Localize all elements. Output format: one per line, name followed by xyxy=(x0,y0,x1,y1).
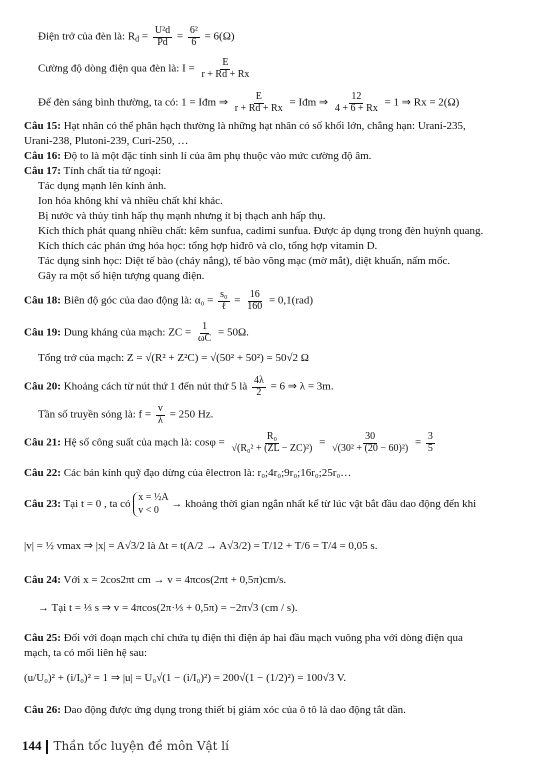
question-17: Câu 17: Tính chất tia tử ngoại: xyxy=(24,165,162,177)
fraction: $\frac{E}{r + Rd + Rx}$ xyxy=(201,57,250,80)
frequency-line: Tần số truyền sóng là: f = $\frac{v}{\lambda}$ = 250 Hz. xyxy=(38,403,214,426)
page-number: 144 xyxy=(22,738,42,753)
list-item: Gây ra một số hiện tượng quang điện. xyxy=(38,270,205,282)
fraction: $\frac{1}{\omega C}$ xyxy=(197,321,212,344)
question-19: Câu 19: Dung kháng của mạch: ZC = $\frac{1}{\omega C}$ = 50Ω. xyxy=(24,321,249,344)
question-25: Câu 25: Đối với đoạn mạch chỉ chứa tụ điện thì điện áp hai đầu mạch vuông pha với dòng điện qua xyxy=(24,632,463,644)
fraction: $\frac{30}{\text{√(30² + (20 − 60)²)}}$ xyxy=(332,431,409,454)
question-15-cont: Urani-238, Plutoni-239, Curi-250, … xyxy=(24,135,189,147)
fraction: $\frac{\text{R₀}}{\text{√(R₀² + (ZL − ZC)²)}}$ xyxy=(231,431,313,454)
page-footer xyxy=(22,738,229,754)
list-item: Bị nước và thủy tinh hấp thụ mạnh nhưng ít bị thạch anh hấp thụ. xyxy=(38,210,326,222)
fraction: $\frac{4\lambda}{2}$ xyxy=(253,375,264,398)
fraction: $\frac{\text{U²d}}{Pd}$ xyxy=(154,25,171,48)
list-item: Tác dụng mạnh lên kính ảnh. xyxy=(38,180,167,192)
question-25-solution: (u/U₀)² + (i/I₀)² = 1 ⇒ |u| = U₀√(1 − (i/I₀)²) = 200√(1 − (1/2)²) = 100√3 V. xyxy=(24,672,347,684)
question-18: Câu 18: Biên độ góc của dao động là: α₀ = $\frac{\text{s₀}}{\text{ℓ}}$ = $\frac{16}{160}$ = 0,1(rad) xyxy=(24,289,314,312)
list-item: Kích thích các phản ứng hóa học: tổng hợp hiđrô và clo, tổng hợp vitamin D. xyxy=(38,240,378,252)
book-title: Thần tốc luyện đề môn Vật lí xyxy=(53,739,229,753)
list-item: Tác dụng sinh học: Diệt tế bào (cháy nắng), tế bào võng mạc (mờ mắt), diệt khuẩn, nấm mốc. xyxy=(38,255,451,267)
impedance-line: Tổng trở của mạch: Z = √(R² + Z²C) = √(50² + 50²) = 50√2 Ω xyxy=(38,352,309,364)
question-20: Câu 20: Khoảng cách từ nút thứ 1 đến nút thứ 5 là $\frac{4\lambda}{2}$ = 6 ⇒ λ = 3m. xyxy=(24,375,334,398)
fraction: $\frac{v}{\lambda}$ xyxy=(157,403,163,426)
list-item: Ion hóa không khí và nhiều chất khí khác. xyxy=(38,195,223,207)
question-24-solution: → Tại t = ⅓ s ⇒ v = 4πcos(2π·⅓ + 0,5π) = −2π√3 (cm / s). xyxy=(38,602,298,614)
question-23: Câu 23: Tại t = 0 , ta có x = ½A v < 0 → khoảng thời gian ngắn nhất kể từ lúc vật bắt đầu dao động đến khi xyxy=(24,492,477,516)
list-item: Kích thích phát quang nhiều chất: kẽm sunfua, cadimi sunfua. Được áp dụng trong đèn huỳnh quang. xyxy=(38,225,484,237)
fraction: $\frac{E}{r + Rd + Rx}$ xyxy=(234,91,283,114)
question-16: Câu 16: Độ to là một đặc tính sinh lí của âm phụ thuộc vào mức cường độ âm. xyxy=(24,150,372,162)
fraction: $\frac{3}{5}$ xyxy=(427,431,433,454)
question-25-cont: mạch, ta có mối liên hệ sau: xyxy=(24,647,148,659)
question-15: Câu 15: Hạt nhân có thể phân hạch thường là những hạt nhân có số khối lớn, chẳng hạn: Urani-235, xyxy=(24,120,466,132)
question-24: Câu 24: Với x = 2cos2πt cm → v = 4πcos(2πt + 0,5π)cm/s. xyxy=(24,574,287,586)
question-21: Câu 21: Hệ số công suất của mạch là: cosφ = $\frac{\text{R₀}}{\text{√(R₀² + (ZL − ZC)²)}}$ = $\frac{30}{\text{√(30² + (20 − 60)²)}}$ = $\frac{3}{5}$ xyxy=(24,431,433,454)
fraction: $\frac{\text{s₀}}{\text{ℓ}}$ xyxy=(220,289,228,312)
fraction: $\frac{12}{4 + 6 + Rx}$ xyxy=(334,91,378,114)
lamp-resistance-line: Điện trở của đèn là: $R_d$ = $\frac{\text{U²d}}{Pd}$ = $\frac{\text{6²}}{6}$ = 6(Ω) xyxy=(38,25,235,48)
question-22: Câu 22: Các bán kính quỹ đạo dừng của êlectron là: r₀;4r₀;9r₀;16r₀;25r₀… xyxy=(24,467,352,479)
question-23-solution: |v| = ½ vmax ⇒ |x| = A√3/2 là Δt = t(A/2 → A√3/2) = T/12 + T/6 = T/4 = 0,05 s. xyxy=(24,540,378,552)
current-line: Cường độ dòng điện qua đèn là: I = $\frac{E}{r + Rd + Rx}$ xyxy=(38,57,250,80)
divider xyxy=(46,740,48,754)
normal-light-line: Để đèn sáng bình thường, ta có: 1 = Iđm ⇒ $\frac{E}{r + Rd + Rx}$ = Iđm ⇒ $\frac{12}{4 + 6 + Rx}$ = 1 ⇒ Rx = 2(Ω) xyxy=(38,91,460,114)
fraction: $\frac{16}{160}$ xyxy=(247,289,263,312)
question-26: Câu 26: Dao động được ứng dụng trong thiết bị giảm xóc của ô tô là dao động tắt dần. xyxy=(24,704,406,716)
fraction: $\frac{\text{6²}}{6}$ xyxy=(189,25,198,48)
condition-brace: x = ½A v < 0 xyxy=(133,492,168,517)
